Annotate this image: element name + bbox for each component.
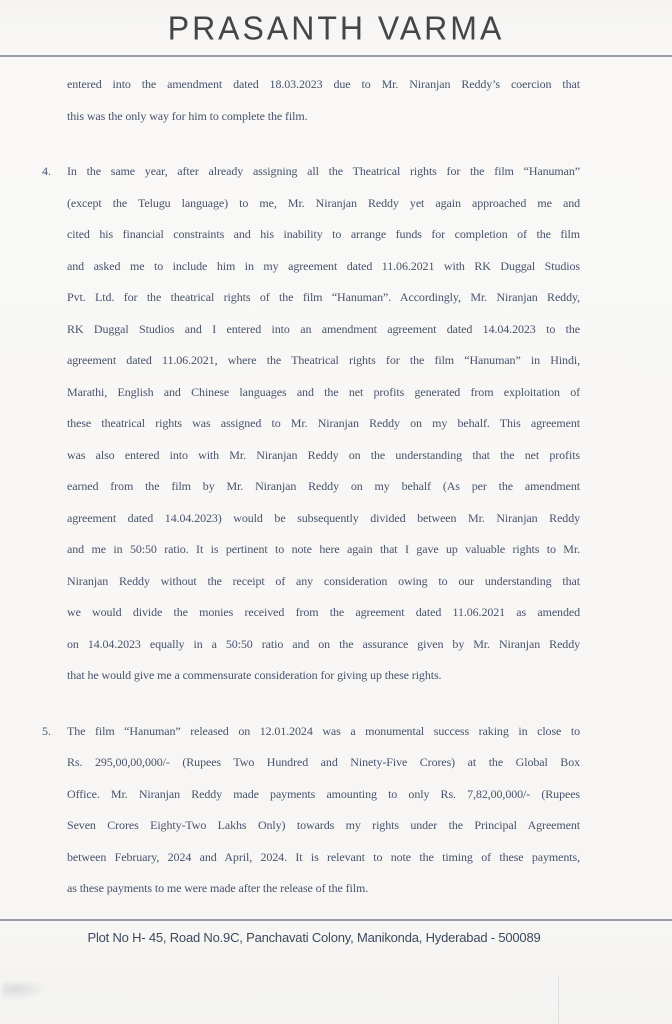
text-line: this was the only way for him to complete the film. bbox=[67, 108, 308, 123]
numbered-paragraph-5 bbox=[42, 716, 580, 905]
text-line: The film “Hanuman” released on 12.01.2024 was a monumental success raking in close to bbox=[67, 723, 580, 738]
page-footer bbox=[0, 919, 672, 947]
letterhead bbox=[0, 0, 672, 57]
text-line: these theatrical rights was assigned to Mr. Niranjan Reddy on my behalf. This agreement bbox=[67, 416, 580, 430]
item-text bbox=[67, 716, 580, 905]
scan-smudge-artifact bbox=[2, 982, 48, 1000]
text-line: and me in 50:50 ratio. It is pertinent to note here again that I gave up valuable rights to Mr. bbox=[67, 542, 580, 556]
text-line: earned from the film by Mr. Niranjan Reddy on my behalf (As per the amendment bbox=[67, 479, 580, 493]
footer-address: Plot No H- 45, Road No.9C, Panchavati Colony, Manikonda, Hyderabad - 500089 bbox=[87, 930, 541, 945]
document-body bbox=[0, 57, 672, 905]
scan-crease-artifact bbox=[558, 975, 559, 1024]
text-line: was also entered into with Mr. Niranjan Reddy on the understanding that the net profits bbox=[67, 447, 580, 462]
text-line: Office. Mr. Niranjan Reddy made payments amounting to only Rs. 7,82,00,000/- (Rupees bbox=[67, 786, 580, 801]
text-line: RK Duggal Studios and I entered into an amendment agreement dated 14.04.2023 to the bbox=[67, 321, 580, 336]
paragraph-continuation bbox=[67, 69, 580, 132]
numbered-paragraph-4 bbox=[42, 156, 580, 692]
text-line: Marathi, English and Chinese languages and the net profits generated from exploitation of bbox=[67, 384, 580, 399]
text-line: Seven Crores Eighty-Two Lakhs Only) towards my rights under the Principal Agreement bbox=[67, 818, 580, 832]
text-line: on 14.04.2023 equally in a 50:50 ratio and on the assurance given by Mr. Niranjan Reddy bbox=[67, 636, 580, 651]
text-line: entered into the amendment dated 18.03.2023 due to Mr. Niranjan Reddy’s coercion that bbox=[67, 77, 580, 91]
text-line: (except the Telugu language) to me, Mr. Niranjan Reddy yet again approached me and bbox=[67, 195, 580, 210]
letterhead-name: PRASANTH VARMA bbox=[167, 9, 505, 47]
text-line: cited his financial constraints and his inability to arrange funds for completion of the film bbox=[67, 227, 580, 241]
text-line: and asked me to include him in my agreement dated 11.06.2021 with RK Duggal Studios bbox=[67, 258, 580, 273]
text-line: between February, 2024 and April, 2024. It is relevant to note the timing of these payments, bbox=[67, 849, 580, 864]
item-text bbox=[67, 156, 580, 692]
text-line: agreement dated 11.06.2021, where the Theatrical rights for the film “Hanuman” in Hindi, bbox=[67, 353, 580, 367]
text-line: Niranjan Reddy without the receipt of any consideration owing to our understanding that bbox=[67, 573, 580, 588]
item-number: 4. bbox=[42, 164, 51, 178]
text-line: Rs. 295,00,00,000/- (Rupees Two Hundred and Ninety-Five Crores) at the Global Box bbox=[67, 755, 580, 769]
text-line: Pvt. Ltd. for the theatrical rights of the film “Hanuman”. Accordingly, Mr. Niranjan Reddy, bbox=[67, 290, 580, 304]
text-line: agreement dated 14.04.2023) would be subsequently divided between Mr. Niranjan Reddy bbox=[67, 510, 580, 525]
item-number: 5. bbox=[42, 723, 51, 738]
text-line: we would divide the monies received from the agreement dated 11.06.2021 as amended bbox=[67, 605, 580, 619]
text-line: that he would give me a commensurate consideration for giving up these rights. bbox=[67, 668, 442, 682]
text-line: as these payments to me were made after the release of the film. bbox=[67, 881, 369, 895]
text-line: In the same year, after already assigning all the Theatrical rights for the film “Hanuman” bbox=[67, 164, 580, 178]
